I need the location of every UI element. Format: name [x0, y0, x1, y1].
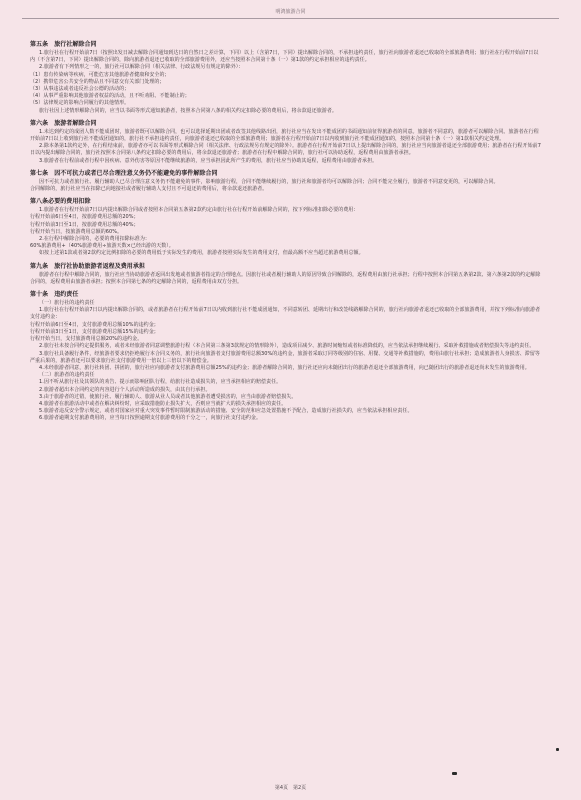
clause-paragraph: 旅行社因上述情形解除合同的，应当以书面等形式通知旅游者，按照本合同第八条的相关约定扣除必要的费用后，将余款退还旅游者。: [39, 107, 337, 114]
clause-paragraph: （二）旅游者的违约责任: [39, 372, 95, 379]
clause-paragraph: 6.旅游者逾期支付旅游费用的，应当每日按照逾期支付旅游费用的千分之一，向旅行社支付违约金。: [39, 415, 262, 422]
clause-heading: 第六条 旅游者解除合同: [30, 119, 97, 127]
clause-heading: 第十条 违约责任: [30, 291, 79, 299]
clause-heading: 第七条 因不可抗力或者已尽合理注意义务仍不能避免的事件解除合同: [30, 169, 218, 177]
clause-paragraph: （5）法律规定的影响合同履行的其他情形。: [30, 100, 130, 107]
clause-paragraph: 行程开始当日，按旅游费用总额的60%。: [30, 228, 123, 235]
clause-paragraph: 如按上述第1款或者第2款约定比例扣除的必要的费用低于实际发生的费用，旅游者按照实际发生的费用支付，但最高额不应当超过旅游费用总额。: [39, 250, 364, 257]
clause-paragraph: 因不可抗力或者旅行社、履行辅助人已尽合理注意义务仍不能避免的事件，影响旅游行程，合同不能继续履行的，旅行社和旅游者均可以解除合同；合同不能完全履行，旅游者不同意变更的，可以解除合同。: [39, 178, 499, 185]
clause-paragraph: 旅游者在行程中解除合同的，旅行社应当协助旅游者返回出发地或者旅游者指定的合理地点。因旅行社或者履行辅助人的原因导致合同解除的，返程费用由旅行社承担；行程中按照本合同第五条第2款、第六条第2款的约定解除合同的，返程费用由旅游者承担；按照本合同第七条的约定解除合同的，返程费用由双方分担。: [30, 271, 541, 285]
clause-paragraph: 2.旅游者有下列情形之一的，旅行社可以解除合同（相关法律、行政法规另有规定的除外）：: [39, 64, 244, 71]
clause-paragraph: 1.因不听从旅行社及其领队的劝告、提示而影响团队行程，给旅行社造成损失的，应当承担相应的赔偿责任。: [39, 379, 282, 386]
clause-paragraph: 1.旅行社在行程开始前7日（按照出发日减去解除合同通知到达日的自然日之差计算，下同）以上（含第7日，下同）提出解除合同的，不承担违约责任，旅行社向旅游者退还已收取的全部旅游费用；旅行社在行程开始前7日以内（不含第7日，下同）提出解除合同的，除向旅游者退还已收取的全部旅游费用外，还应当按照本合同第十条（一）第1款的约定承担相应的违约责任。: [30, 50, 539, 64]
clause-paragraph: （1）患有传染病等疾病，可能危害其他旅游者健康和安全的；: [30, 71, 170, 78]
clause-paragraph: 2.旅行社未按合同约定提供服务，或者未经旅游者同意调整旅游行程（本合同第三条第3款规定的情形除外），造成项目减少、旅游时间缩短或者标准降低的，应当依法承担继续履行、采取补救措施或者赔偿损失等违约责任。: [39, 343, 535, 350]
clause-paragraph: 1.旅行社在行程开始前7日以内提出解除合同的，或者旅游者在行程开始前7日以内收到旅行社不能成团通知，不同意转团、延期出行和改签线路解除合同的，旅行社向旅游者退还已收取的全部旅游费用，并按下列标准向旅游者支付违约金：: [30, 307, 541, 321]
clause-section: [30, 169, 543, 193]
clause-section: [30, 197, 543, 257]
scan-speck-mark: [556, 748, 559, 751]
clause-paragraph: （一）旅行社的违约责任: [39, 300, 95, 307]
clause-paragraph: 行程开始当日，支付旅游费用总额20%的违约金。: [30, 336, 143, 343]
page-header: 明鸿旅游合同: [22, 8, 559, 19]
clause-paragraph: 60%旅游费用+（40%旅游费用÷旅游天数×已经出游的天数）。: [30, 243, 174, 250]
clause-paragraph: 1.旅游者在行程开始前7日以内提出解除合同或者按照本合同第五条第2款约定由旅行社在行程开始前解除合同的，按下列标准扣除必要的费用：: [39, 207, 359, 214]
clause-section: [30, 40, 543, 115]
clause-paragraph: 5.旅游者违反安全警示规定，或者对国家应对重大突发事件暂时限制旅游活动的措施、安全防范和应急处置措施不予配合，造成旅行社损失的，应当依法承担相应责任。: [39, 408, 413, 415]
clause-paragraph: 行程开始前6日至4日，支付旅游费用总额10%的违约金；: [30, 321, 159, 328]
contract-body: [30, 38, 543, 427]
scan-speck-mark: [452, 772, 457, 775]
clause-paragraph: （4）从事严重影响其他旅游者权益的活动，且不听劝阻、不能制止的；: [30, 93, 190, 100]
clause-paragraph: 合同解除的，旅行社应当在扣除已向地接社或者履行辅助人支付且不可退还的费用后，将余款退还旅游者。: [30, 186, 268, 193]
clause-paragraph: 3.旅游者在行程前或者行程中因疾病、意外伤害等原因不能继续旅游的，应当承担因此所产生的费用，旅行社应当协助其返程，返程费用由旅游者承担。: [39, 157, 378, 164]
clause-paragraph: 2.除本条第1款约定外，在行程结束前，旅游者亦可以书面等形式解除合同（相关法律、行政法规另有规定的除外）。旅游者在行程开始前7日以上提出解除合同的，旅行社应当向旅游者退还全部旅游费用；旅游者在行程开始前7日以内提出解除合同的，旅行社按照本合同第八条约定扣除必要的费用后，将余款退还旅游者；旅游者在行程中解除合同的，旅行社可以协助返程，返程费用由旅游者承担。: [30, 143, 541, 157]
page-footer: 第4页 第2页: [274, 785, 307, 791]
clause-section: [30, 119, 543, 165]
clause-paragraph: 4.旅游者在旅游活动中或者在解决纠纷时，应采取措施防止损失扩大，否则应当就扩大的损失承担相应的责任。: [39, 400, 287, 407]
clause-paragraph: 行程开始前3日至1日，支付旅游费用总额15%的违约金；: [30, 328, 159, 335]
clause-paragraph: 行程开始前6日至4日，按旅游费用总额的20%；: [30, 214, 139, 221]
clause-paragraph: 4.未经旅游者同意，旅行社转团、拼团的，旅行社应向旅游者支付旅游费用总额25%的违约金；旅游者解除合同的，旅行社还应向未随团出行的旅游者退还全部旅游费用，向已随团出行的旅游者退还尚未发生的旅游费用。: [39, 364, 530, 371]
clause-paragraph: 3.旅行社具备履行条件，经旅游者要求仍拒绝履行本合同义务的，旅行社向旅游者支付旅游费用总额30%的违约金，旅游者采取订同等级别的住宿、用餐、交通等补救措施的，费用由旅行社承担；造成旅游者人身损害、滞留等严重后果的，旅游者还可以要求旅行社支付旅游费用一倍以上三倍以下的赔偿金。: [30, 350, 540, 364]
clause-paragraph: 2.在行程中解除合同的，必要的费用扣除标准为：: [39, 236, 150, 243]
clause-paragraph: 1.未达到约定的成团人数不能成团时，旅游者既可以解除合同，也可以选择延期出团或者改签其他线路出团，旅行社应当在发出不能成团的书面通知前征得旅游者的同意。旅游者不同意的，旅游者可以解除合同。旅游者在行程开始前7日以上收到旅行社不能成团通知的，旅行社不承担违约责任，向旅游者退还已收取的全部旅游费用；旅游者在行程开始前7日以内收到旅行社不能成团通知的，按照本合同第十条（一）第1款相关约定处理。: [30, 128, 539, 143]
clause-paragraph: 2.旅游者超出本合同约定的内容进行个人活动所造成的损失，由其自行承担。: [39, 386, 211, 393]
clause-section: [30, 290, 543, 422]
clause-paragraph: 3.由于旅游者的过错，使旅行社、履行辅助人、旅游从业人员或者其他旅游者遭受损害的，应当由旅游者赔偿损失。: [39, 393, 297, 400]
clause-section: [30, 262, 543, 286]
clause-heading: 第九条 旅行社协助旅游者返程及费用承担: [30, 262, 145, 270]
clause-heading: 第八条必要的费用扣除: [30, 198, 91, 206]
clause-paragraph: 行程开始前3日至1日，按旅游费用总额的40%；: [30, 221, 139, 228]
clause-paragraph: （2）携带危害公共安全的物品且不同意交有关部门处理的；: [30, 78, 165, 85]
clause-paragraph: （3）从事违法或者违反社会公德的活动的；: [30, 86, 130, 93]
clause-heading: 第五条 旅行社解除合同: [30, 41, 97, 48]
